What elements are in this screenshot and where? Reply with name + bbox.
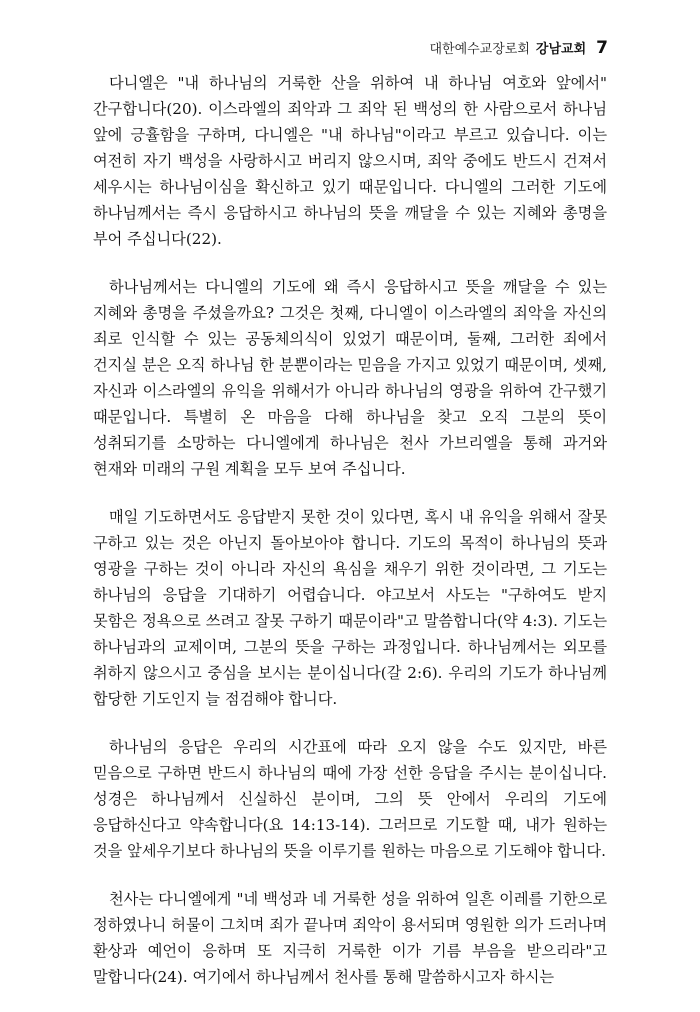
page-number: 7 <box>596 38 608 58</box>
page-header <box>429 38 608 58</box>
paragraph: 매일 기도하면서도 응답받지 못한 것이 있다면, 혹시 내 유익을 위해서 잘못 구하고 있는 것은 아닌지 돌아보아야 합니다. 기도의 목적이 하나님의 뜻과 영광을 구하는 것이 아니라 자신의 욕심을 채우기 위한 것이라면, 그 기도는 하나님의 응답을 기대하기 어렵습니다. 야고보서 사도는 "구하여도 받지 못함은 정욕으로 쓰려고 잘못 구하기 때문이라"고 말씀합니다(약 4:3). 기도는 하나님과의 교제이며, 그분의 뜻을 구하는 과정입니다. 하나님께서는 외모를 취하지 않으시고 중심을 보시는 분이십니다(갈 2:6). 우리의 기도가 하나님께 합당한 기도인지 늘 점검해야 합니다. <box>93 508 607 708</box>
paragraph: 하나님께서는 다니엘의 기도에 왜 즉시 응답하시고 뜻을 깨달을 수 있는 지혜와 총명을 주셨을까요? 그것은 첫째, 다니엘이 이스라엘의 죄악을 자신의 죄로 인식할 수 있는 공동체의식이 있었기 때문이며, 둘째, 그러한 죄에서 건지실 분은 오직 하나님 한 분뿐이라는 믿음을 가지고 있었기 때문이며, 셋째, 자신과 이스라엘의 유익을 위해서가 아니라 하나님의 영광을 위하여 간구했기 때문입니다. 특별히 온 마음을 다해 하나님을 찾고 오직 그분의 뜻이 성취되기를 소망하는 다니엘에게 하나님은 천사 가브리엘을 통해 과거와 현재와 미래의 구원 계획을 모두 보여 주십니다. <box>93 278 607 478</box>
paragraph: 천사는 다니엘에게 "네 백성과 네 거룩한 성을 위하여 일흔 이레를 기한으로 정하였나니 허물이 그치며 죄가 끝나며 죄악이 용서되며 영원한 의가 드러나며 환상과 예언이 응하며 또 지극히 거룩한 이가 기름 부음을 받으리라"고 말합니다(24). 여기에서 하나님께서 천사를 통해 말씀하시고자 하시는 <box>93 890 607 986</box>
header-organization: 대한예수교장로회 <box>429 42 530 57</box>
paragraph: 하나님의 응답은 우리의 시간표에 따라 오지 않을 수도 있지만, 바른 믿음으로 구하면 반드시 하나님의 때에 가장 선한 응답을 주시는 분이십니다. 성경은 하나님께서 신실하신 분이며, 그의 뜻 안에서 우리의 기도에 응답하신다고 약속합니다(요 14:13-14). 그러므로 기도할 때, 내가 원하는 것을 앞세우기보다 하나님의 뜻을 이루기를 원하는 마음으로 기도해야 합니다. <box>93 738 607 860</box>
paragraph: 다니엘은 "내 하나님의 거룩한 산을 위하여 내 하나님 여호와 앞에서" 간구합니다(20). 이스라엘의 죄악과 그 죄악 된 백성의 한 사람으로서 하나님 앞에 긍휼함을 구하며, 다니엘은 "내 하나님"이라고 부르고 있습니다. 이는 여전히 자기 백성을 사랑하시고 버리지 않으시며, 죄악 중에도 반드시 건져서 세우시는 하나님이심을 확신하고 있기 때문입니다. 다니엘의 그러한 기도에 하나님께서는 즉시 응답하시고 하나님의 뜻을 깨달을 수 있는 지혜와 총명을 부어 주십니다(22). <box>93 74 607 248</box>
header-church-name: 강남교회 <box>535 42 587 57</box>
document-body <box>93 70 607 1012</box>
